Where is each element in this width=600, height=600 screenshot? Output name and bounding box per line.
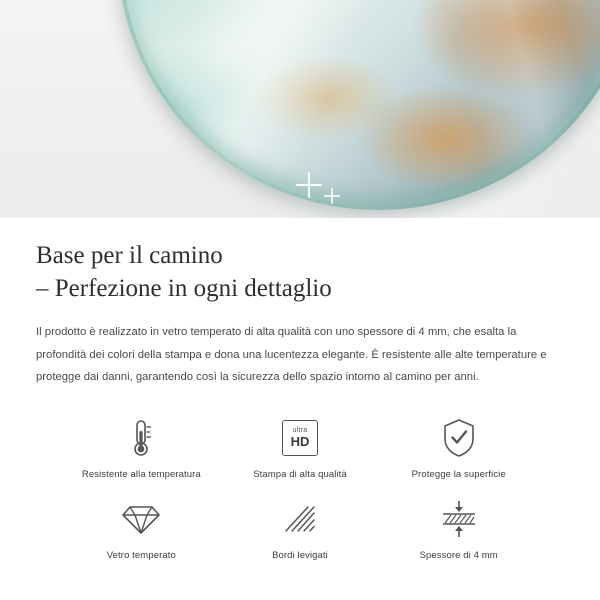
page-title: [36, 240, 564, 305]
diamond-icon: [121, 496, 161, 542]
feature-label: Bordi levigati: [272, 549, 328, 561]
description-text: Il prodotto è realizzato in vetro temperato di alta qualità con uno spessore di 4 mm, che esalta la profondità dei colori della stampa e dona una lucentezza elegante. È resistente alle alte temperature e protegge dai danni, garantendo così la sicurezza dello spazio intorno al camino per anni.: [36, 326, 547, 384]
feature-label: Vetro temperato: [106, 549, 176, 561]
ultra-hd-icon: [282, 415, 318, 461]
polished-edges-icon: [280, 496, 320, 542]
feature-label: Resistente alla temperatura: [81, 468, 201, 480]
headline-line-2: – Perfezione in ogni dettaglio: [36, 274, 332, 302]
content-section: [0, 218, 600, 561]
feature-item-polished-edges: [221, 496, 380, 561]
ultra-text: ultra: [292, 427, 308, 435]
feature-item-tempered-glass: [62, 496, 221, 561]
feature-item-print-quality: [221, 415, 380, 480]
feature-label: Stampa di alta qualità: [253, 468, 347, 480]
thickness-arrows-icon: [437, 496, 481, 542]
feature-label: Spessore di 4 mm: [419, 549, 498, 561]
headline-line-1: Base per il camino: [36, 242, 223, 269]
glass-plate-image: [118, 0, 600, 210]
thermometer-icon: [124, 415, 158, 461]
feature-label: Protegge la superficie: [411, 468, 506, 480]
feature-grid: [36, 415, 564, 561]
feature-item-thickness: [379, 496, 538, 561]
hd-text: HD: [290, 434, 310, 450]
hero-image: [0, 0, 600, 218]
shield-check-icon: [440, 415, 478, 461]
feature-item-surface-protection: [379, 415, 538, 480]
feature-item-temperature: [62, 415, 221, 480]
